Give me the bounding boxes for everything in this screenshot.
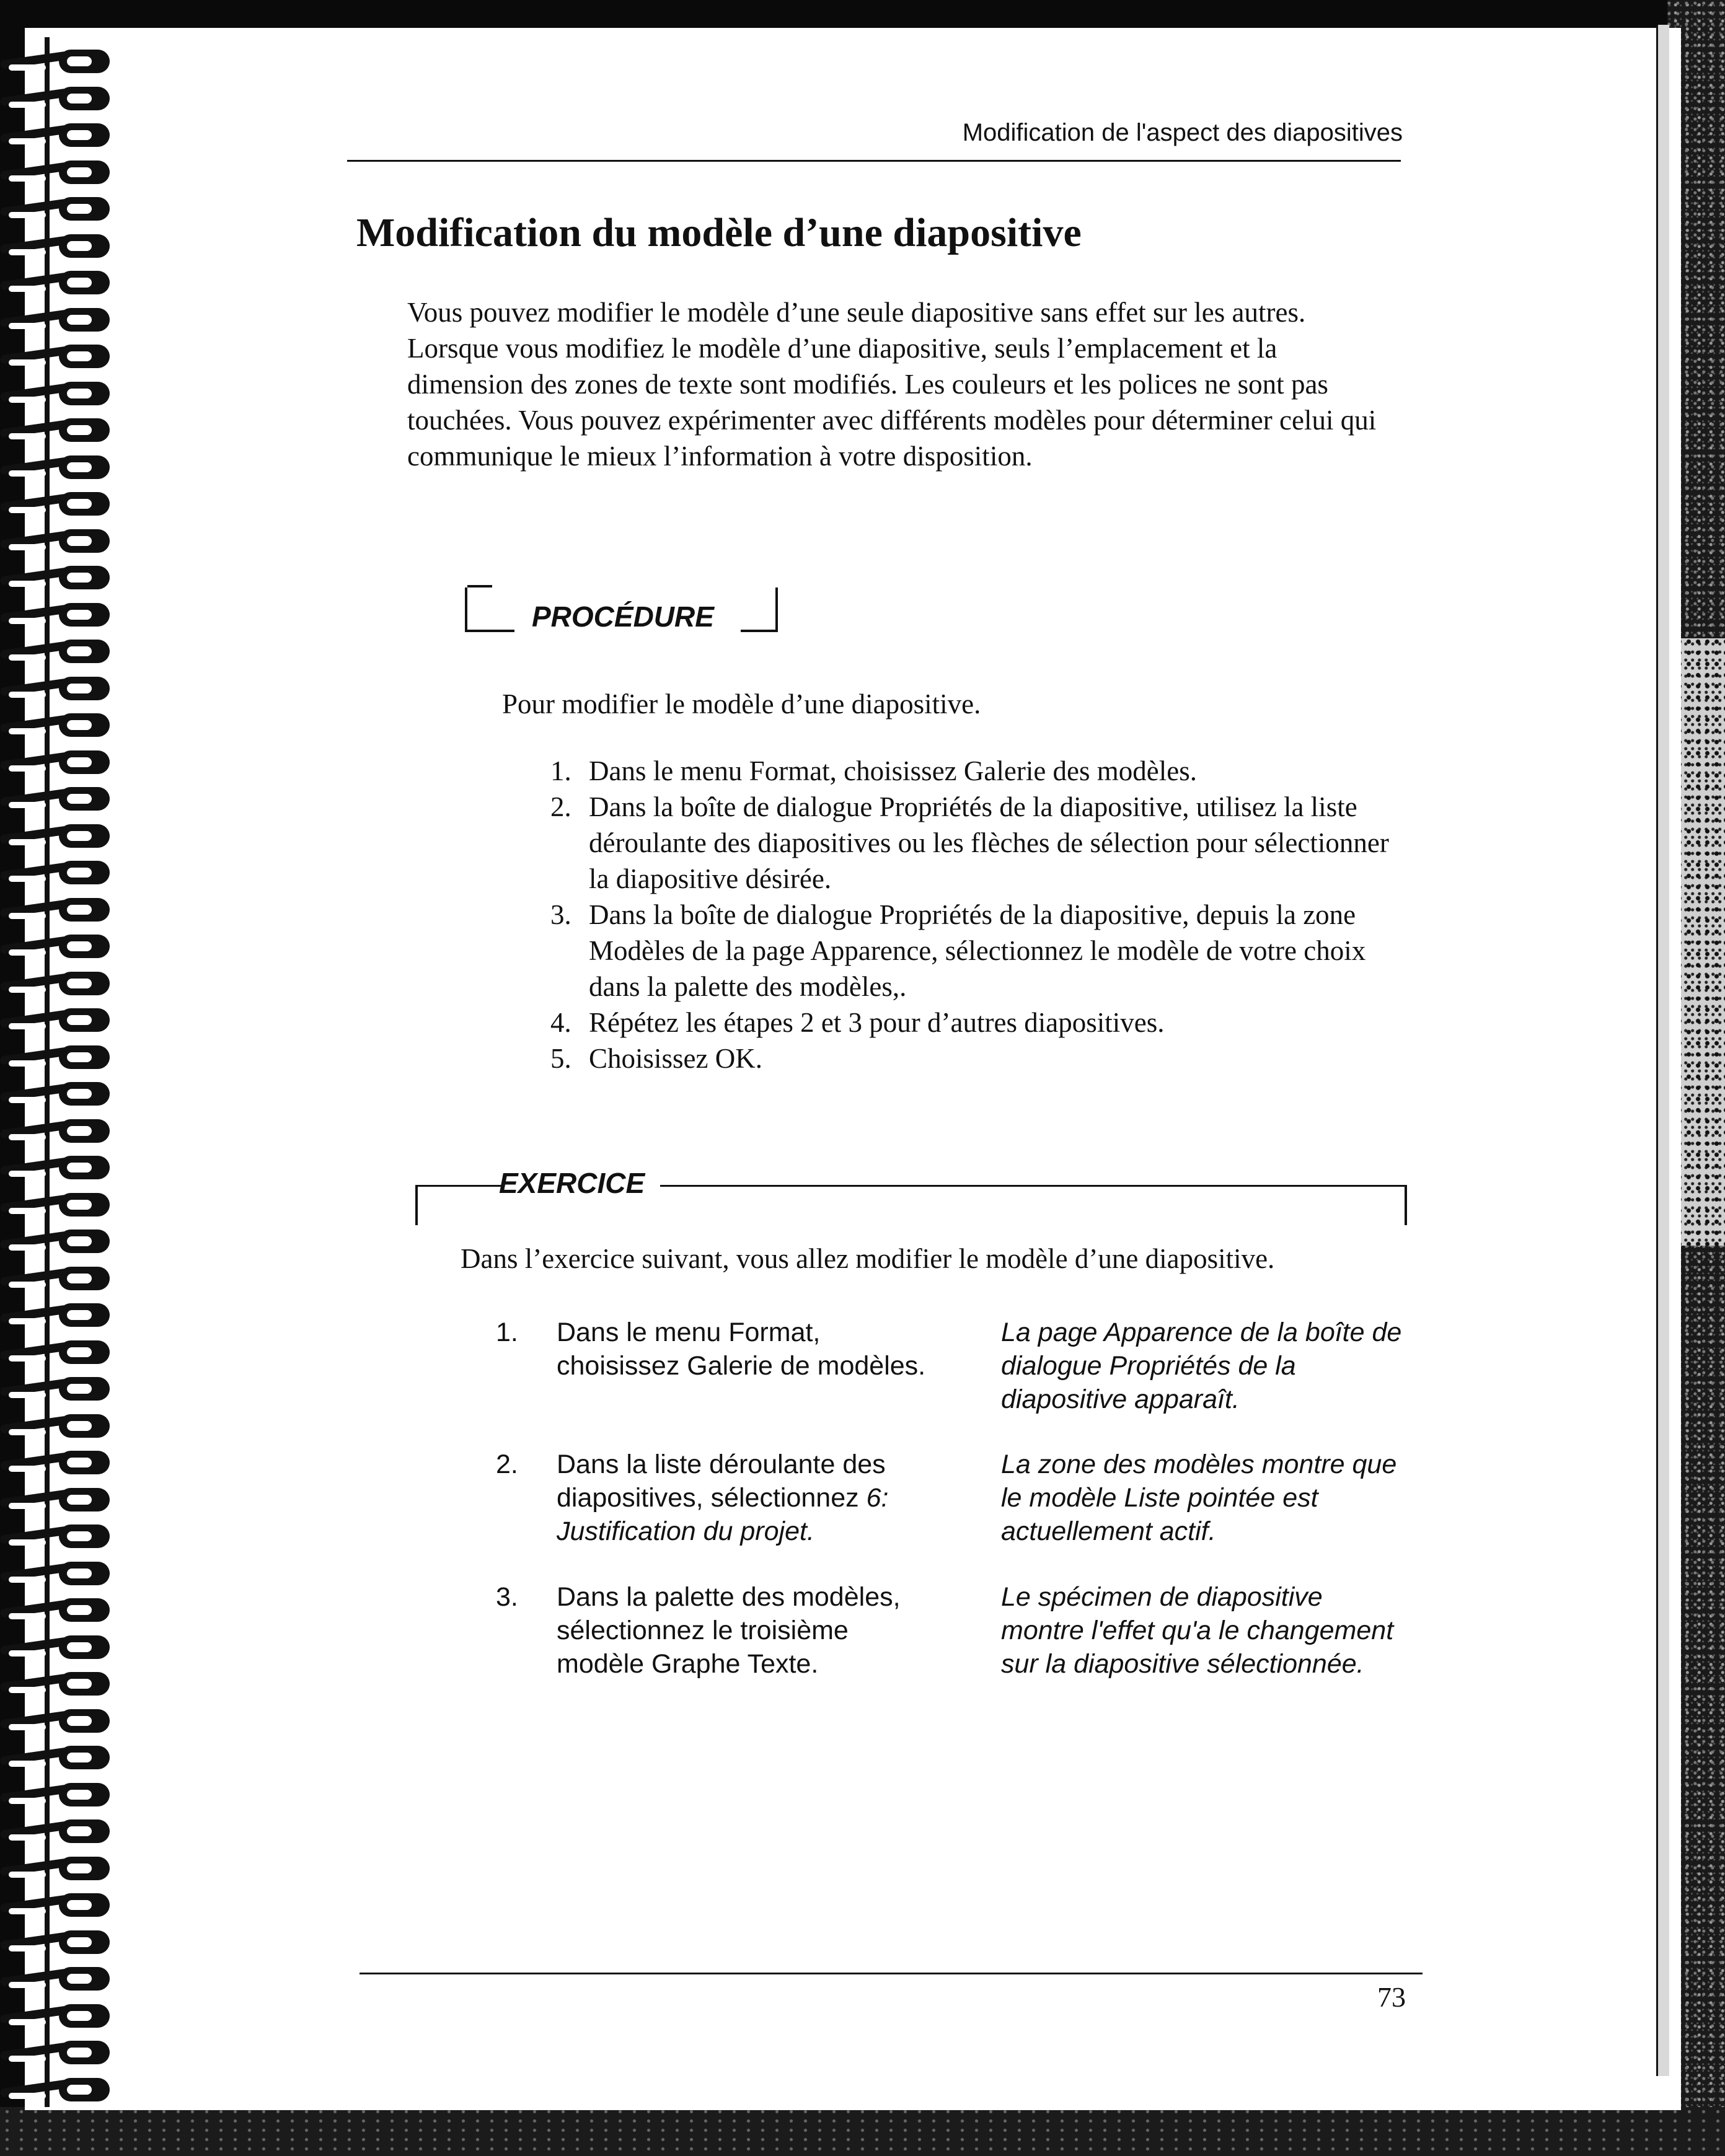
page-title: Modification du modèle d’une diapositive — [356, 210, 1082, 255]
step-number: 4. — [550, 1007, 571, 1038]
spiral-coil — [0, 1488, 112, 1513]
spiral-coil — [0, 640, 112, 664]
spiral-coil — [0, 824, 112, 849]
step-number: 5. — [550, 1043, 571, 1074]
spiral-coil — [0, 1267, 112, 1291]
spiral-coil — [0, 492, 112, 517]
page-number: 73 — [1377, 1981, 1406, 2013]
step-text: Dans la boîte de dialogue Propriétés de la diapositive, utilisez la liste déroulante des diapositives ou les flèches de sélection pour sélectionner la diapositive désirée. — [589, 791, 1389, 894]
spiral-coil — [0, 2041, 112, 2066]
step-number: 2. — [550, 791, 571, 822]
procedure-steps — [545, 753, 1401, 1076]
procedure-label: PROCÉDURE — [532, 601, 714, 633]
exercise-step-action — [557, 1316, 941, 1383]
spiral-coil — [0, 1672, 112, 1697]
spiral-coil — [0, 308, 112, 333]
spiral-coil — [0, 197, 112, 222]
spiral-coil — [0, 1414, 112, 1439]
exercise-frame-left — [415, 1185, 418, 1225]
spiral-coil — [0, 1746, 112, 1771]
spiral-coil — [0, 345, 112, 369]
procedure-step — [545, 1041, 1401, 1076]
procedure-step — [545, 753, 1401, 789]
exercise-frame-top-right — [660, 1185, 1407, 1187]
action-text: Dans la liste déroulante des diapositives, sélectionnez — [557, 1450, 886, 1513]
spiral-coil — [0, 898, 112, 923]
spiral-coil — [0, 1930, 112, 1955]
exercise-step-result: Le spécimen de diapositive montre l'effet qu'a le changement sur la diapositive sélectionnée. — [1001, 1582, 1394, 1679]
step-text: Répétez les étapes 2 et 3 pour d’autres diapositives. — [589, 1007, 1165, 1038]
page-edge — [1656, 25, 1669, 2076]
spiral-coil — [0, 418, 112, 443]
exercise-step-number: 2. — [496, 1450, 518, 1479]
procedure-step — [545, 897, 1401, 1005]
exercise-step-result: La zone des modèles montre que le modèle Liste pointée est actuellement actif. — [1001, 1450, 1397, 1546]
spiral-coil — [0, 87, 112, 112]
spiral-coil — [0, 1193, 112, 1218]
spiral-binding — [0, 37, 112, 2107]
spiral-coil — [0, 713, 112, 738]
spiral-coil — [0, 1967, 112, 1992]
footer-rule — [360, 1973, 1423, 1974]
spiral-coil — [0, 1008, 112, 1033]
spiral-coil — [0, 1598, 112, 1623]
intro-paragraph: Vous pouvez modifier le modèle d’une seule diapositive sans effet sur les autres. Lorsque vous modifiez le modèle d’une diapositive, seuls l’emplacement et la dimension des zones de texte sont modifiés. Les couleurs et les polices ne sont pas touchées. Vous pouvez expérimenter avec différents modèles pour déterminer celui qui communique le mieux l’information à votre disposition. — [407, 297, 1377, 472]
spiral-coil — [0, 1635, 112, 1660]
spiral-coil — [0, 787, 112, 812]
spiral-coil — [0, 1562, 112, 1586]
exercise-step-action — [557, 1580, 941, 1681]
spiral-coil — [0, 1340, 112, 1365]
spiral-coil — [0, 750, 112, 775]
header-rule — [347, 160, 1401, 162]
spiral-coil — [0, 677, 112, 702]
action-text-italic: 6: Justification du projet. — [557, 1483, 889, 1546]
spiral-coil — [0, 1709, 112, 1734]
step-number: 3. — [550, 899, 571, 930]
spiral-coil — [0, 2078, 112, 2103]
exercise-frame-right — [1405, 1185, 1407, 1225]
spiral-coil — [0, 1783, 112, 1808]
exercise-label: EXERCICE — [499, 1167, 645, 1199]
exercise-frame-top-left — [415, 1185, 502, 1187]
spiral-coil — [0, 1303, 112, 1328]
exercise-step-action — [557, 1448, 941, 1548]
spiral-coil — [0, 1451, 112, 1476]
spiral-coil — [0, 382, 112, 407]
exercise-step-number: 3. — [496, 1582, 518, 1612]
spiral-coil — [0, 1819, 112, 1844]
spiral-coil — [0, 566, 112, 591]
running-header: Modification de l'aspect des diapositives — [962, 119, 1403, 146]
step-text: Choisissez OK. — [589, 1043, 762, 1074]
spiral-coil — [0, 529, 112, 554]
scan-background-bottom — [0, 2107, 1725, 2156]
step-text: Dans la boîte de dialogue Propriétés de la diapositive, depuis la zone Modèles de la page Apparence, sélectionnez le modèle de votre choix dans la palette des modèles,. — [589, 899, 1366, 1002]
spiral-coil — [0, 1045, 112, 1070]
action-text: Dans le menu Format, choisissez Galerie de modèles. — [557, 1318, 926, 1381]
exercise-intro: Dans l’exercice suivant, vous allez modifier le modèle d’une diapositive. — [461, 1243, 1275, 1274]
spiral-coil — [0, 1156, 112, 1181]
step-number: 1. — [550, 755, 571, 786]
procedure-step — [545, 1005, 1401, 1041]
spiral-coil — [0, 1893, 112, 1918]
spiral-coil — [0, 1377, 112, 1402]
spiral-coil — [0, 972, 112, 997]
action-text: Dans la palette des modèles, sélectionnez le troisième modèle Graphe Texte. — [557, 1582, 901, 1679]
spiral-coil — [0, 455, 112, 480]
spiral-coil — [0, 161, 112, 185]
procedure-box-corner-right — [775, 587, 778, 590]
spiral-coil — [0, 234, 112, 259]
spiral-coil — [0, 1857, 112, 1881]
procedure-box-corner-left — [465, 587, 467, 590]
procedure-intro: Pour modifier le modèle d’une diapositive. — [502, 689, 981, 719]
spiral-coil — [0, 1230, 112, 1254]
spiral-coil — [0, 123, 112, 148]
spiral-coil — [0, 861, 112, 886]
step-text: Dans le menu Format, choisissez Galerie des modèles. — [589, 755, 1197, 786]
spiral-coil — [0, 2004, 112, 2029]
exercise-step-result: La page Apparence de la boîte de dialogue Propriétés de la diapositive apparaît. — [1001, 1318, 1402, 1414]
spiral-coil — [0, 603, 112, 628]
exercise-step-number: 1. — [496, 1318, 518, 1347]
procedure-step — [545, 789, 1401, 897]
spiral-coil — [0, 1082, 112, 1107]
spiral-coil — [0, 271, 112, 296]
spiral-coil — [0, 935, 112, 959]
spiral-coil — [0, 1119, 112, 1144]
spiral-coil — [0, 50, 112, 74]
spiral-coil — [0, 1525, 112, 1549]
